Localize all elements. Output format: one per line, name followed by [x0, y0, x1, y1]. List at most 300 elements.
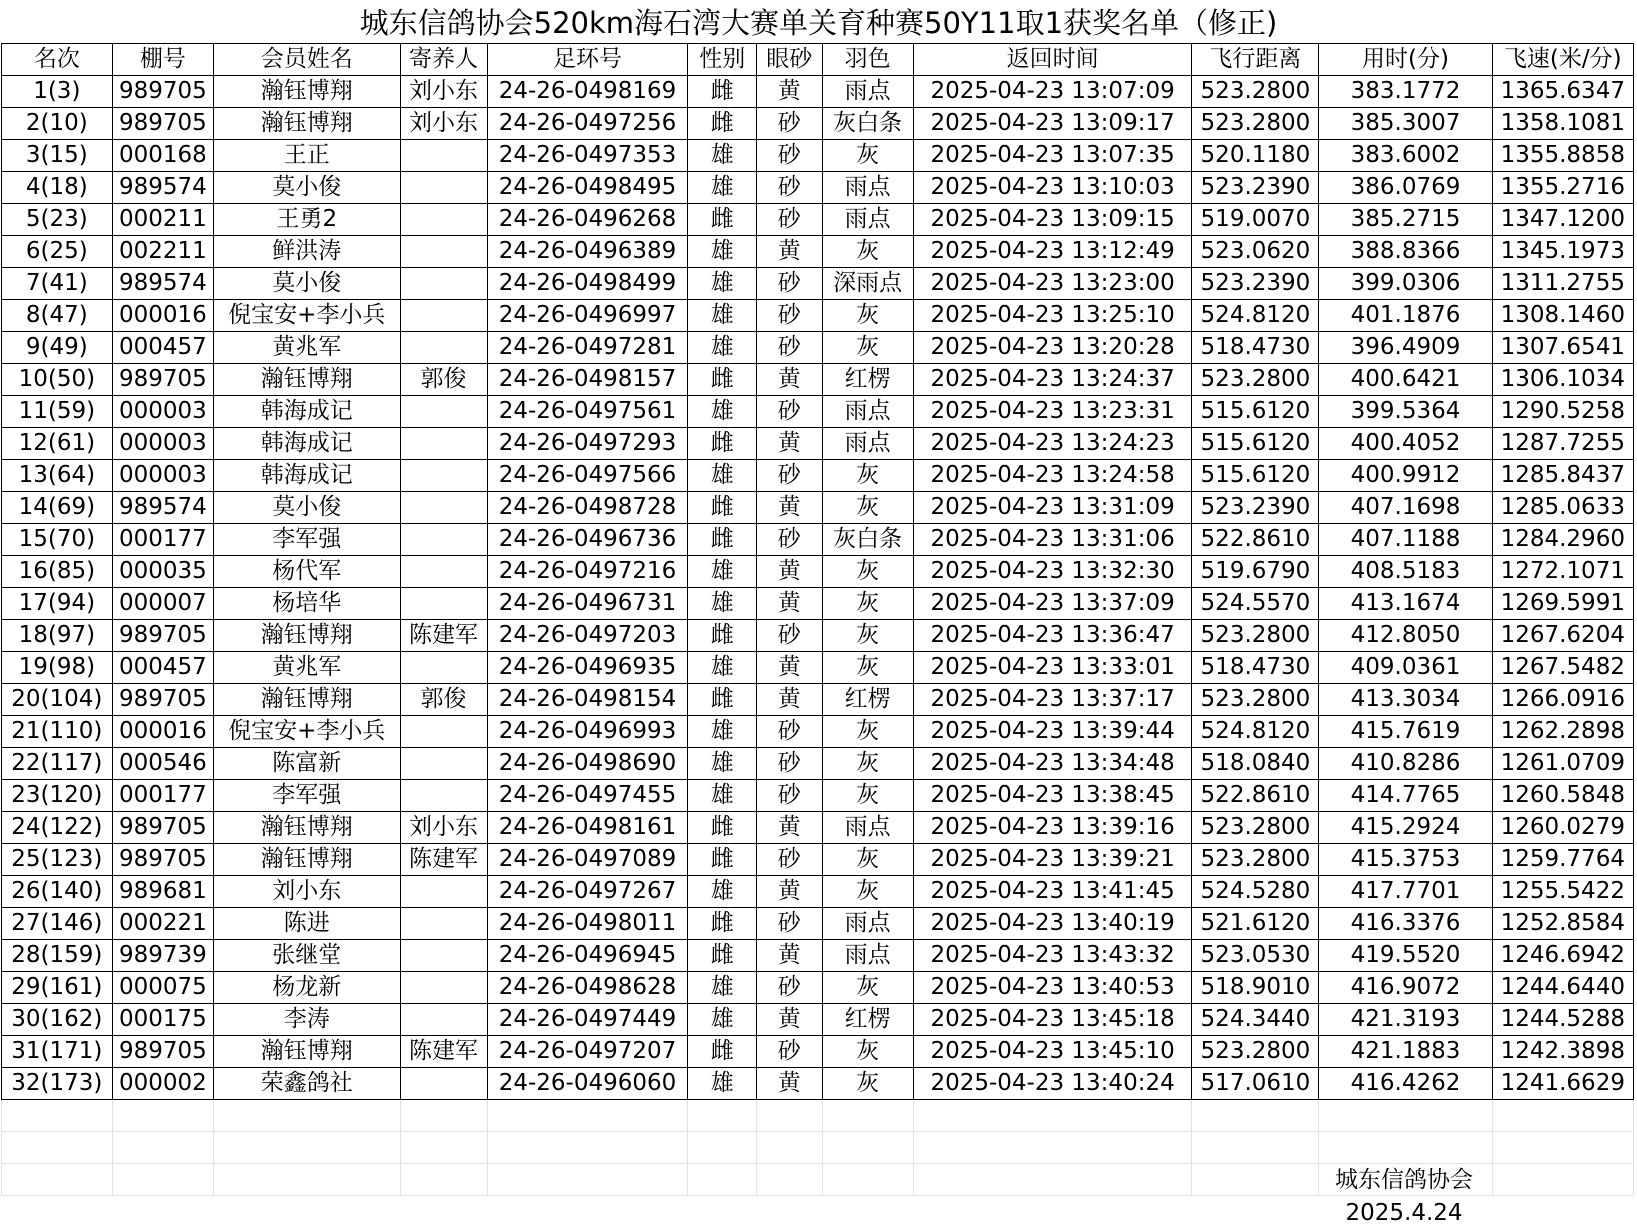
cell-eye: 黄: [757, 940, 823, 972]
cell-loft-no: 989681: [112, 876, 213, 908]
cell-feather: 灰白条: [822, 524, 913, 556]
cell-eye: 砂: [757, 460, 823, 492]
cell-rank: 32(173): [2, 1068, 113, 1100]
cell-duration: 413.1674: [1319, 588, 1492, 620]
cell-feather: 红楞: [822, 1004, 913, 1036]
cell-feather: 灰: [822, 332, 913, 364]
cell-feather: 灰: [822, 140, 913, 172]
cell-rank: 8(47): [2, 300, 113, 332]
cell-loft-no: 002211: [112, 236, 213, 268]
cell-foster: [400, 268, 487, 300]
cell-distance: 524.8120: [1192, 716, 1319, 748]
cell-return-time: 2025-04-23 13:07:35: [913, 140, 1192, 172]
cell-duration: 408.5183: [1319, 556, 1492, 588]
cell-ring-no: 24-26-0497561: [487, 396, 688, 428]
cell-foster: [400, 748, 487, 780]
cell-foster: [400, 172, 487, 204]
cell-duration: 421.1883: [1319, 1036, 1492, 1068]
table-row: [2, 972, 1634, 1004]
cell-loft-no: 989705: [112, 364, 213, 396]
cell-distance: 523.2800: [1192, 844, 1319, 876]
cell-distance: 524.5570: [1192, 588, 1319, 620]
cell-sex: 雄: [688, 588, 757, 620]
cell-return-time: 2025-04-23 13:31:06: [913, 524, 1192, 556]
cell-sex: 雄: [688, 300, 757, 332]
cell-eye: 砂: [757, 908, 823, 940]
cell-sex: 雌: [688, 204, 757, 236]
cell-feather: 灰: [822, 972, 913, 1004]
cell-duration: 383.1772: [1319, 76, 1492, 108]
cell-loft-no: 989705: [112, 812, 213, 844]
cell-return-time: 2025-04-23 13:23:00: [913, 268, 1192, 300]
cell-member-name: 黄兆军: [214, 652, 400, 684]
cell-ring-no: 24-26-0497293: [487, 428, 688, 460]
cell-loft-no: 000003: [112, 396, 213, 428]
cell-duration: 421.3193: [1319, 1004, 1492, 1036]
cell-return-time: 2025-04-23 13:40:53: [913, 972, 1192, 1004]
cell-loft-no: 000457: [112, 652, 213, 684]
empty-cell: [822, 1100, 913, 1132]
cell-member-name: 瀚钰博翔: [214, 364, 400, 396]
cell-speed: 1285.8437: [1492, 460, 1633, 492]
cell-ring-no: 24-26-0498154: [487, 684, 688, 716]
cell-sex: 雌: [688, 364, 757, 396]
cell-loft-no: 000075: [112, 972, 213, 1004]
cell-member-name: 王勇2: [214, 204, 400, 236]
cell-speed: 1267.6204: [1492, 620, 1633, 652]
table-row: [2, 812, 1634, 844]
cell-ring-no: 24-26-0498728: [487, 492, 688, 524]
cell-speed: 1262.2898: [1492, 716, 1633, 748]
cell-speed: 1287.7255: [1492, 428, 1633, 460]
cell-return-time: 2025-04-23 13:41:45: [913, 876, 1192, 908]
blank-row: [2, 1100, 1634, 1132]
cell-foster: [400, 652, 487, 684]
cell-loft-no: 000177: [112, 780, 213, 812]
cell-foster: 刘小东: [400, 812, 487, 844]
cell-distance: 519.6790: [1192, 556, 1319, 588]
cell-member-name: 荣鑫鸽社: [214, 1068, 400, 1100]
empty-cell: [1492, 1132, 1633, 1164]
cell-foster: 陈建军: [400, 1036, 487, 1068]
empty-cell: [757, 1164, 823, 1196]
cell-distance: 515.6120: [1192, 428, 1319, 460]
cell-loft-no: 989574: [112, 268, 213, 300]
cell-rank: 19(98): [2, 652, 113, 684]
cell-duration: 386.0769: [1319, 172, 1492, 204]
cell-ring-no: 24-26-0496268: [487, 204, 688, 236]
cell-distance: 523.2390: [1192, 172, 1319, 204]
cell-distance: 523.0530: [1192, 940, 1319, 972]
cell-rank: 1(3): [2, 76, 113, 108]
cell-eye: 黄: [757, 1068, 823, 1100]
cell-distance: 524.3440: [1192, 1004, 1319, 1036]
cell-distance: 518.9010: [1192, 972, 1319, 1004]
cell-distance: 523.2800: [1192, 364, 1319, 396]
cell-eye: 黄: [757, 492, 823, 524]
cell-speed: 1306.1034: [1492, 364, 1633, 396]
cell-rank: 29(161): [2, 972, 113, 1004]
cell-member-name: 倪宝安+李小兵: [214, 716, 400, 748]
cell-feather: 灰: [822, 844, 913, 876]
cell-foster: [400, 332, 487, 364]
cell-member-name: 张继堂: [214, 940, 400, 972]
cell-ring-no: 24-26-0498690: [487, 748, 688, 780]
cell-ring-no: 24-26-0498011: [487, 908, 688, 940]
table-row: [2, 652, 1634, 684]
cell-duration: 400.9912: [1319, 460, 1492, 492]
cell-foster: 刘小东: [400, 108, 487, 140]
empty-cell: [112, 1164, 213, 1196]
cell-feather: 雨点: [822, 204, 913, 236]
cell-duration: 401.1876: [1319, 300, 1492, 332]
table-row: [2, 908, 1634, 940]
cell-rank: 18(97): [2, 620, 113, 652]
cell-sex: 雄: [688, 1004, 757, 1036]
table-row: [2, 268, 1634, 300]
cell-duration: 416.4262: [1319, 1068, 1492, 1100]
cell-loft-no: 000168: [112, 140, 213, 172]
cell-ring-no: 24-26-0497566: [487, 460, 688, 492]
cell-rank: 25(123): [2, 844, 113, 876]
cell-sex: 雌: [688, 1036, 757, 1068]
cell-sex: 雌: [688, 428, 757, 460]
cell-duration: 415.3753: [1319, 844, 1492, 876]
empty-cell: [822, 1164, 913, 1196]
cell-duration: 400.4052: [1319, 428, 1492, 460]
cell-speed: 1241.6629: [1492, 1068, 1633, 1100]
cell-eye: 黄: [757, 876, 823, 908]
cell-speed: 1261.0709: [1492, 748, 1633, 780]
cell-return-time: 2025-04-23 13:24:58: [913, 460, 1192, 492]
column-header-distance: 飞行距离: [1192, 44, 1319, 76]
cell-rank: 13(64): [2, 460, 113, 492]
cell-return-time: 2025-04-23 13:39:44: [913, 716, 1192, 748]
empty-cell: [913, 1164, 1192, 1196]
cell-sex: 雄: [688, 460, 757, 492]
cell-foster: [400, 396, 487, 428]
cell-foster: [400, 492, 487, 524]
empty-cell: [822, 1132, 913, 1164]
empty-cell: [400, 1164, 487, 1196]
table-row: [2, 460, 1634, 492]
cell-eye: 砂: [757, 300, 823, 332]
cell-speed: 1365.6347: [1492, 76, 1633, 108]
cell-member-name: 倪宝安+李小兵: [214, 300, 400, 332]
empty-cell: [487, 1164, 688, 1196]
cell-eye: 砂: [757, 844, 823, 876]
cell-return-time: 2025-04-23 13:10:03: [913, 172, 1192, 204]
column-header-loft-no: 棚号: [112, 44, 213, 76]
cell-foster: [400, 588, 487, 620]
cell-ring-no: 24-26-0497267: [487, 876, 688, 908]
table-row: [2, 684, 1634, 716]
cell-duration: 419.5520: [1319, 940, 1492, 972]
cell-return-time: 2025-04-23 13:38:45: [913, 780, 1192, 812]
cell-eye: 砂: [757, 204, 823, 236]
cell-member-name: 刘小东: [214, 876, 400, 908]
cell-member-name: 陈进: [214, 908, 400, 940]
cell-speed: 1244.6440: [1492, 972, 1633, 1004]
cell-duration: 407.1188: [1319, 524, 1492, 556]
cell-distance: 518.0840: [1192, 748, 1319, 780]
table-row: [2, 204, 1634, 236]
cell-foster: [400, 524, 487, 556]
footer-date: 2025.4.24: [1345, 1200, 1463, 1226]
cell-distance: 517.0610: [1192, 1068, 1319, 1100]
cell-loft-no: 000175: [112, 1004, 213, 1036]
cell-duration: 417.7701: [1319, 876, 1492, 908]
cell-foster: [400, 940, 487, 972]
cell-member-name: 李军强: [214, 780, 400, 812]
cell-loft-no: 989705: [112, 620, 213, 652]
cell-rank: 15(70): [2, 524, 113, 556]
cell-distance: 518.4730: [1192, 332, 1319, 364]
table-row: [2, 524, 1634, 556]
cell-rank: 20(104): [2, 684, 113, 716]
cell-rank: 9(49): [2, 332, 113, 364]
cell-duration: 409.0361: [1319, 652, 1492, 684]
table-row: [2, 780, 1634, 812]
cell-foster: [400, 556, 487, 588]
column-header-ring-no: 足环号: [487, 44, 688, 76]
cell-feather: 雨点: [822, 172, 913, 204]
cell-duration: 396.4909: [1319, 332, 1492, 364]
cell-return-time: 2025-04-23 13:34:48: [913, 748, 1192, 780]
cell-distance: 523.2390: [1192, 268, 1319, 300]
cell-duration: 414.7765: [1319, 780, 1492, 812]
cell-distance: 524.8120: [1192, 300, 1319, 332]
cell-member-name: 瀚钰博翔: [214, 812, 400, 844]
cell-feather: 灰: [822, 1068, 913, 1100]
empty-cell: [757, 1100, 823, 1132]
table-row: [2, 140, 1634, 172]
cell-feather: 灰: [822, 492, 913, 524]
cell-duration: 416.9072: [1319, 972, 1492, 1004]
cell-rank: 5(23): [2, 204, 113, 236]
empty-cell: [757, 1132, 823, 1164]
sheet-title: 城东信鸽协会520km海石湾大赛单关育种赛50Y11取1获奖名单（修正): [359, 6, 1278, 40]
cell-foster: 郭俊: [400, 364, 487, 396]
table-row: [2, 428, 1634, 460]
cell-loft-no: 989739: [112, 940, 213, 972]
cell-sex: 雌: [688, 76, 757, 108]
cell-speed: 1284.2960: [1492, 524, 1633, 556]
cell-ring-no: 24-26-0498628: [487, 972, 688, 1004]
cell-ring-no: 24-26-0496945: [487, 940, 688, 972]
cell-rank: 11(59): [2, 396, 113, 428]
cell-speed: 1307.6541: [1492, 332, 1633, 364]
cell-feather: 雨点: [822, 908, 913, 940]
cell-ring-no: 24-26-0496993: [487, 716, 688, 748]
cell-rank: 24(122): [2, 812, 113, 844]
table-row: [2, 492, 1634, 524]
cell-feather: 深雨点: [822, 268, 913, 300]
cell-duration: 412.8050: [1319, 620, 1492, 652]
cell-rank: 16(85): [2, 556, 113, 588]
column-header-eye: 眼砂: [757, 44, 823, 76]
cell-ring-no: 24-26-0496731: [487, 588, 688, 620]
cell-loft-no: 989705: [112, 76, 213, 108]
cell-speed: 1242.3898: [1492, 1036, 1633, 1068]
cell-rank: 2(10): [2, 108, 113, 140]
results-table: [1, 43, 1634, 1196]
cell-sex: 雄: [688, 972, 757, 1004]
cell-eye: 砂: [757, 140, 823, 172]
cell-sex: 雄: [688, 716, 757, 748]
cell-member-name: 李军强: [214, 524, 400, 556]
cell-eye: 砂: [757, 172, 823, 204]
empty-cell: [487, 1132, 688, 1164]
column-header-foster: 寄养人: [400, 44, 487, 76]
column-header-member-name: 会员姓名: [214, 44, 400, 76]
cell-member-name: 莫小俊: [214, 492, 400, 524]
cell-foster: [400, 972, 487, 1004]
cell-return-time: 2025-04-23 13:33:01: [913, 652, 1192, 684]
cell-return-time: 2025-04-23 13:24:23: [913, 428, 1192, 460]
table-row: [2, 1068, 1634, 1100]
cell-member-name: 瀚钰博翔: [214, 1036, 400, 1068]
table-row: [2, 940, 1634, 972]
cell-distance: 520.1180: [1192, 140, 1319, 172]
cell-return-time: 2025-04-23 13:45:18: [913, 1004, 1192, 1036]
cell-duration: 388.8366: [1319, 236, 1492, 268]
cell-ring-no: 24-26-0496935: [487, 652, 688, 684]
empty-cell: [913, 1100, 1192, 1132]
table-row: [2, 620, 1634, 652]
cell-distance: 522.8610: [1192, 780, 1319, 812]
cell-sex: 雌: [688, 940, 757, 972]
cell-duration: 410.8286: [1319, 748, 1492, 780]
cell-ring-no: 24-26-0497256: [487, 108, 688, 140]
empty-cell: [214, 1132, 400, 1164]
table-row: [2, 716, 1634, 748]
table-row: [2, 876, 1634, 908]
cell-ring-no: 24-26-0498495: [487, 172, 688, 204]
cell-return-time: 2025-04-23 13:09:15: [913, 204, 1192, 236]
cell-return-time: 2025-04-23 13:43:32: [913, 940, 1192, 972]
cell-loft-no: 989705: [112, 1036, 213, 1068]
cell-return-time: 2025-04-23 13:24:37: [913, 364, 1192, 396]
cell-member-name: 李涛: [214, 1004, 400, 1036]
cell-foster: [400, 140, 487, 172]
cell-duration: 385.3007: [1319, 108, 1492, 140]
cell-eye: 砂: [757, 108, 823, 140]
table-row: [2, 300, 1634, 332]
cell-sex: 雄: [688, 556, 757, 588]
cell-distance: 519.0070: [1192, 204, 1319, 236]
cell-rank: 6(25): [2, 236, 113, 268]
cell-rank: 26(140): [2, 876, 113, 908]
table-header-row: [2, 44, 1634, 76]
cell-sex: 雌: [688, 812, 757, 844]
cell-rank: 4(18): [2, 172, 113, 204]
cell-rank: 14(69): [2, 492, 113, 524]
cell-loft-no: 989574: [112, 172, 213, 204]
cell-ring-no: 24-26-0498499: [487, 268, 688, 300]
empty-cell: [1319, 1132, 1492, 1164]
cell-distance: 523.2390: [1192, 492, 1319, 524]
cell-distance: 523.2800: [1192, 108, 1319, 140]
empty-cell: [1192, 1132, 1319, 1164]
cell-foster: 郭俊: [400, 684, 487, 716]
cell-duration: 399.5364: [1319, 396, 1492, 428]
cell-return-time: 2025-04-23 13:09:17: [913, 108, 1192, 140]
table-row: [2, 364, 1634, 396]
column-header-return-time: 返回时间: [913, 44, 1192, 76]
table-row: [2, 172, 1634, 204]
cell-speed: 1244.5288: [1492, 1004, 1633, 1036]
cell-eye: 黄: [757, 76, 823, 108]
cell-speed: 1290.5258: [1492, 396, 1633, 428]
cell-feather: 红楞: [822, 364, 913, 396]
column-header-sex: 性别: [688, 44, 757, 76]
cell-distance: 524.5280: [1192, 876, 1319, 908]
cell-return-time: 2025-04-23 13:32:30: [913, 556, 1192, 588]
cell-feather: 灰: [822, 556, 913, 588]
empty-cell: [112, 1100, 213, 1132]
cell-distance: 515.6120: [1192, 396, 1319, 428]
table-row: [2, 1036, 1634, 1068]
cell-sex: 雌: [688, 524, 757, 556]
cell-duration: 385.2715: [1319, 204, 1492, 236]
cell-sex: 雄: [688, 652, 757, 684]
cell-eye: 砂: [757, 972, 823, 1004]
table-row: [2, 588, 1634, 620]
cell-sex: 雄: [688, 876, 757, 908]
cell-eye: 砂: [757, 1036, 823, 1068]
table-row: [2, 1004, 1634, 1036]
cell-rank: 28(159): [2, 940, 113, 972]
empty-cell: [2, 1132, 113, 1164]
table-row: [2, 332, 1634, 364]
cell-speed: 1285.0633: [1492, 492, 1633, 524]
cell-sex: 雄: [688, 396, 757, 428]
cell-foster: [400, 204, 487, 236]
cell-speed: 1358.1081: [1492, 108, 1633, 140]
cell-sex: 雌: [688, 492, 757, 524]
cell-feather: 雨点: [822, 428, 913, 460]
cell-eye: 黄: [757, 652, 823, 684]
cell-sex: 雄: [688, 268, 757, 300]
cell-member-name: 杨龙新: [214, 972, 400, 1004]
cell-feather: 灰: [822, 876, 913, 908]
cell-return-time: 2025-04-23 13:39:16: [913, 812, 1192, 844]
empty-cell: [688, 1100, 757, 1132]
cell-ring-no: 24-26-0498157: [487, 364, 688, 396]
cell-speed: 1252.8584: [1492, 908, 1633, 940]
cell-return-time: 2025-04-23 13:25:10: [913, 300, 1192, 332]
cell-member-name: 王正: [214, 140, 400, 172]
cell-foster: 刘小东: [400, 76, 487, 108]
table-row: [2, 76, 1634, 108]
cell-loft-no: 000003: [112, 428, 213, 460]
cell-rank: 23(120): [2, 780, 113, 812]
empty-cell: [1192, 1100, 1319, 1132]
cell-loft-no: 000002: [112, 1068, 213, 1100]
cell-return-time: 2025-04-23 13:36:47: [913, 620, 1192, 652]
cell-loft-no: 000457: [112, 332, 213, 364]
cell-sex: 雄: [688, 172, 757, 204]
empty-cell: [913, 1132, 1192, 1164]
cell-sex: 雄: [688, 332, 757, 364]
table-row: [2, 396, 1634, 428]
cell-loft-no: 000211: [112, 204, 213, 236]
column-header-duration: 用时(分): [1319, 44, 1492, 76]
cell-member-name: 瀚钰博翔: [214, 108, 400, 140]
empty-cell: [214, 1164, 400, 1196]
cell-feather: 雨点: [822, 396, 913, 428]
